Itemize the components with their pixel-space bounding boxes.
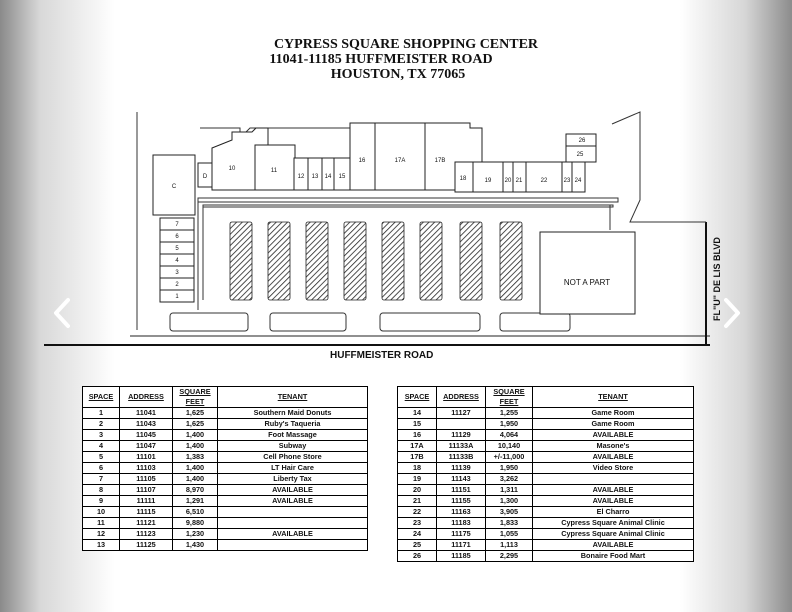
- col-tenant: TENANT: [533, 387, 694, 408]
- cell-address: 11133A: [437, 441, 486, 452]
- cell-sqft: 1,400: [173, 430, 218, 441]
- building-label: 25: [576, 152, 584, 158]
- cell-space: 6: [83, 463, 120, 474]
- cell-sqft: 6,510: [173, 507, 218, 518]
- cell-space: 13: [83, 540, 120, 551]
- cell-address: 11105: [120, 474, 173, 485]
- cell-sqft: 3,905: [486, 507, 533, 518]
- cell-sqft: 1,430: [173, 540, 218, 551]
- cell-space: 26: [398, 551, 437, 562]
- building-label: 2: [175, 282, 179, 288]
- cell-address: 11107: [120, 485, 173, 496]
- col-address: ADDRESS: [120, 387, 173, 408]
- cell-sqft: 1,230: [173, 529, 218, 540]
- table-row: [83, 474, 368, 485]
- table-row: [83, 419, 368, 430]
- building-label: C: [171, 184, 177, 190]
- table-row: [398, 419, 694, 430]
- chevron-right-icon: [720, 296, 744, 330]
- cell-address: 11045: [120, 430, 173, 441]
- col-address: ADDRESS: [437, 387, 486, 408]
- table-row: [398, 463, 694, 474]
- address-line: 11041-11185 HUFFMEISTER ROAD: [269, 52, 493, 67]
- table-row: [398, 441, 694, 452]
- building-label: D: [202, 174, 208, 180]
- cell-space: 8: [83, 485, 120, 496]
- cell-space: 11: [83, 518, 120, 529]
- cell-address: 11151: [437, 485, 486, 496]
- cell-sqft: 9,880: [173, 518, 218, 529]
- cell-space: 19: [398, 474, 437, 485]
- cell-space: 10: [83, 507, 120, 518]
- cell-space: 20: [398, 485, 437, 496]
- building-label: 17A: [394, 158, 406, 164]
- cell-address: 11171: [437, 540, 486, 551]
- cell-tenant: AVAILABLE: [533, 430, 694, 441]
- cell-sqft: 2,295: [486, 551, 533, 562]
- cell-address: 11143: [437, 474, 486, 485]
- table-row: [398, 430, 694, 441]
- cell-space: 16: [398, 430, 437, 441]
- table-row: [83, 441, 368, 452]
- building-label: 10: [228, 166, 236, 172]
- cell-space: 23: [398, 518, 437, 529]
- cell-address: 11047: [120, 441, 173, 452]
- table-row: [398, 540, 694, 551]
- cell-address: 11127: [437, 408, 486, 419]
- cell-space: 7: [83, 474, 120, 485]
- building-label: 26: [578, 138, 586, 144]
- cell-space: 12: [83, 529, 120, 540]
- cell-sqft: 1,113: [486, 540, 533, 551]
- table-row: [83, 529, 368, 540]
- cell-address: 11041: [120, 408, 173, 419]
- cell-tenant: [218, 540, 368, 551]
- cell-sqft: +/-11,000: [486, 452, 533, 463]
- chevron-left-icon: [50, 296, 74, 330]
- table-row: [398, 518, 694, 529]
- building-label: 4: [175, 258, 179, 264]
- building-label: 14: [324, 174, 332, 180]
- cell-sqft: 1,625: [173, 419, 218, 430]
- col-space: SPACE: [83, 387, 120, 408]
- cell-address: 11043: [120, 419, 173, 430]
- cell-tenant: [533, 474, 694, 485]
- cell-sqft: 1,311: [486, 485, 533, 496]
- cell-sqft: 1,300: [486, 496, 533, 507]
- not-a-part-label: NOT A PART: [563, 278, 611, 287]
- building-label: 12: [297, 174, 305, 180]
- cell-sqft: 8,970: [173, 485, 218, 496]
- cell-space: 25: [398, 540, 437, 551]
- prev-button[interactable]: [50, 296, 74, 330]
- cell-tenant: Game Room: [533, 419, 694, 430]
- table-row: [398, 452, 694, 463]
- cell-address: 11125: [120, 540, 173, 551]
- building-label: 5: [175, 246, 179, 252]
- cell-address: 11103: [120, 463, 173, 474]
- sqft-line2: FEET: [185, 397, 205, 406]
- cell-space: 14: [398, 408, 437, 419]
- col-sqft: [173, 387, 218, 408]
- building-label: 24: [574, 178, 582, 184]
- cell-tenant: [218, 507, 368, 518]
- cell-tenant: Video Store: [533, 463, 694, 474]
- building-label: 15: [338, 174, 346, 180]
- cell-sqft: 1,400: [173, 463, 218, 474]
- building-label: 11: [270, 168, 278, 174]
- cell-tenant: Game Room: [533, 408, 694, 419]
- cell-tenant: AVAILABLE: [533, 485, 694, 496]
- cell-tenant: Masone's: [533, 441, 694, 452]
- cell-sqft: 1,625: [173, 408, 218, 419]
- cell-tenant: AVAILABLE: [533, 452, 694, 463]
- sqft-line2: FEET: [499, 397, 519, 406]
- cell-address: 11111: [120, 496, 173, 507]
- table-row: [398, 408, 694, 419]
- table-row: [83, 452, 368, 463]
- cell-address: 11163: [437, 507, 486, 518]
- cell-tenant: El Charro: [533, 507, 694, 518]
- cell-space: 18: [398, 463, 437, 474]
- cell-sqft: 1,291: [173, 496, 218, 507]
- blvd-label: FL"U" DE LIS BLVD: [712, 237, 722, 321]
- cell-tenant: Cell Phone Store: [218, 452, 368, 463]
- building-label: 6: [175, 234, 179, 240]
- cell-sqft: 1,255: [486, 408, 533, 419]
- building-label: 16: [358, 158, 366, 164]
- table-row: [83, 408, 368, 419]
- sqft-line1: SQUARE: [179, 387, 211, 396]
- cell-tenant: Cypress Square Animal Clinic: [533, 529, 694, 540]
- page-title: CYPRESS SQUARE SHOPPING CENTER: [273, 37, 539, 52]
- cell-address: 11185: [437, 551, 486, 562]
- cell-tenant: AVAILABLE: [218, 496, 368, 507]
- cell-space: 4: [83, 441, 120, 452]
- building-label: 3: [175, 270, 179, 276]
- table-row: [398, 507, 694, 518]
- cell-space: 22: [398, 507, 437, 518]
- building-label: 19: [484, 178, 492, 184]
- city-line: HOUSTON, TX 77065: [330, 67, 466, 82]
- cell-sqft: 1,055: [486, 529, 533, 540]
- cell-sqft: 1,383: [173, 452, 218, 463]
- table-row: [398, 496, 694, 507]
- cell-space: 24: [398, 529, 437, 540]
- cell-space: 17B: [398, 452, 437, 463]
- building-label: 20: [504, 178, 512, 184]
- road-label: HUFFMEISTER ROAD: [330, 350, 434, 361]
- col-tenant: TENANT: [218, 387, 368, 408]
- cell-space: 5: [83, 452, 120, 463]
- cell-tenant: Ruby's Taqueria: [218, 419, 368, 430]
- table-row: [83, 540, 368, 551]
- building-label: 13: [311, 174, 319, 180]
- table-row: [83, 485, 368, 496]
- cell-space: 17A: [398, 441, 437, 452]
- building-label: 21: [515, 178, 523, 184]
- cell-space: 15: [398, 419, 437, 430]
- tenant-table-left: [82, 386, 368, 551]
- cell-address: 11155: [437, 496, 486, 507]
- cell-address: 11115: [120, 507, 173, 518]
- cell-space: 2: [83, 419, 120, 430]
- cell-tenant: Cypress Square Animal Clinic: [533, 518, 694, 529]
- cell-tenant: AVAILABLE: [533, 496, 694, 507]
- cell-tenant: LT Hair Care: [218, 463, 368, 474]
- cell-address: 11139: [437, 463, 486, 474]
- next-button[interactable]: [720, 296, 744, 330]
- sqft-line1: SQUARE: [493, 387, 525, 396]
- table-row: [83, 430, 368, 441]
- cell-sqft: 1,400: [173, 441, 218, 452]
- cell-tenant: Subway: [218, 441, 368, 452]
- building-label: 23: [563, 178, 571, 184]
- cell-address: 11133B: [437, 452, 486, 463]
- cell-tenant: Liberty Tax: [218, 474, 368, 485]
- cell-tenant: AVAILABLE: [218, 485, 368, 496]
- cell-space: 1: [83, 408, 120, 419]
- table-row: [398, 474, 694, 485]
- cell-sqft: 1,950: [486, 463, 533, 474]
- tenant-table-right: [397, 386, 694, 562]
- cell-tenant: AVAILABLE: [533, 540, 694, 551]
- cell-address: 11129: [437, 430, 486, 441]
- cell-address: [437, 419, 486, 430]
- building-label: 7: [175, 222, 179, 228]
- cell-address: 11175: [437, 529, 486, 540]
- table-row: [83, 496, 368, 507]
- table-row: [398, 529, 694, 540]
- cell-address: 11183: [437, 518, 486, 529]
- table-row: [83, 507, 368, 518]
- building-label: 1: [175, 294, 179, 300]
- cell-tenant: [218, 518, 368, 529]
- cell-address: 11121: [120, 518, 173, 529]
- table-row: [398, 551, 694, 562]
- cell-sqft: 10,140: [486, 441, 533, 452]
- building-label: 22: [540, 178, 548, 184]
- cell-address: 11123: [120, 529, 173, 540]
- table-row: [83, 518, 368, 529]
- cell-tenant: Foot Massage: [218, 430, 368, 441]
- cell-sqft: 1,833: [486, 518, 533, 529]
- col-space: SPACE: [398, 387, 437, 408]
- table-row: [83, 463, 368, 474]
- col-sqft: [486, 387, 533, 408]
- cell-tenant: AVAILABLE: [218, 529, 368, 540]
- cell-sqft: 4,064: [486, 430, 533, 441]
- cell-space: 21: [398, 496, 437, 507]
- cell-space: 3: [83, 430, 120, 441]
- cell-tenant: Southern Maid Donuts: [218, 408, 368, 419]
- building-label: 18: [459, 176, 467, 182]
- cell-address: 11101: [120, 452, 173, 463]
- cell-sqft: 1,400: [173, 474, 218, 485]
- table-row: [398, 485, 694, 496]
- cell-tenant: Bonaire Food Mart: [533, 551, 694, 562]
- cell-sqft: 1,950: [486, 419, 533, 430]
- building-label: 17B: [434, 158, 446, 164]
- cell-space: 9: [83, 496, 120, 507]
- cell-sqft: 3,262: [486, 474, 533, 485]
